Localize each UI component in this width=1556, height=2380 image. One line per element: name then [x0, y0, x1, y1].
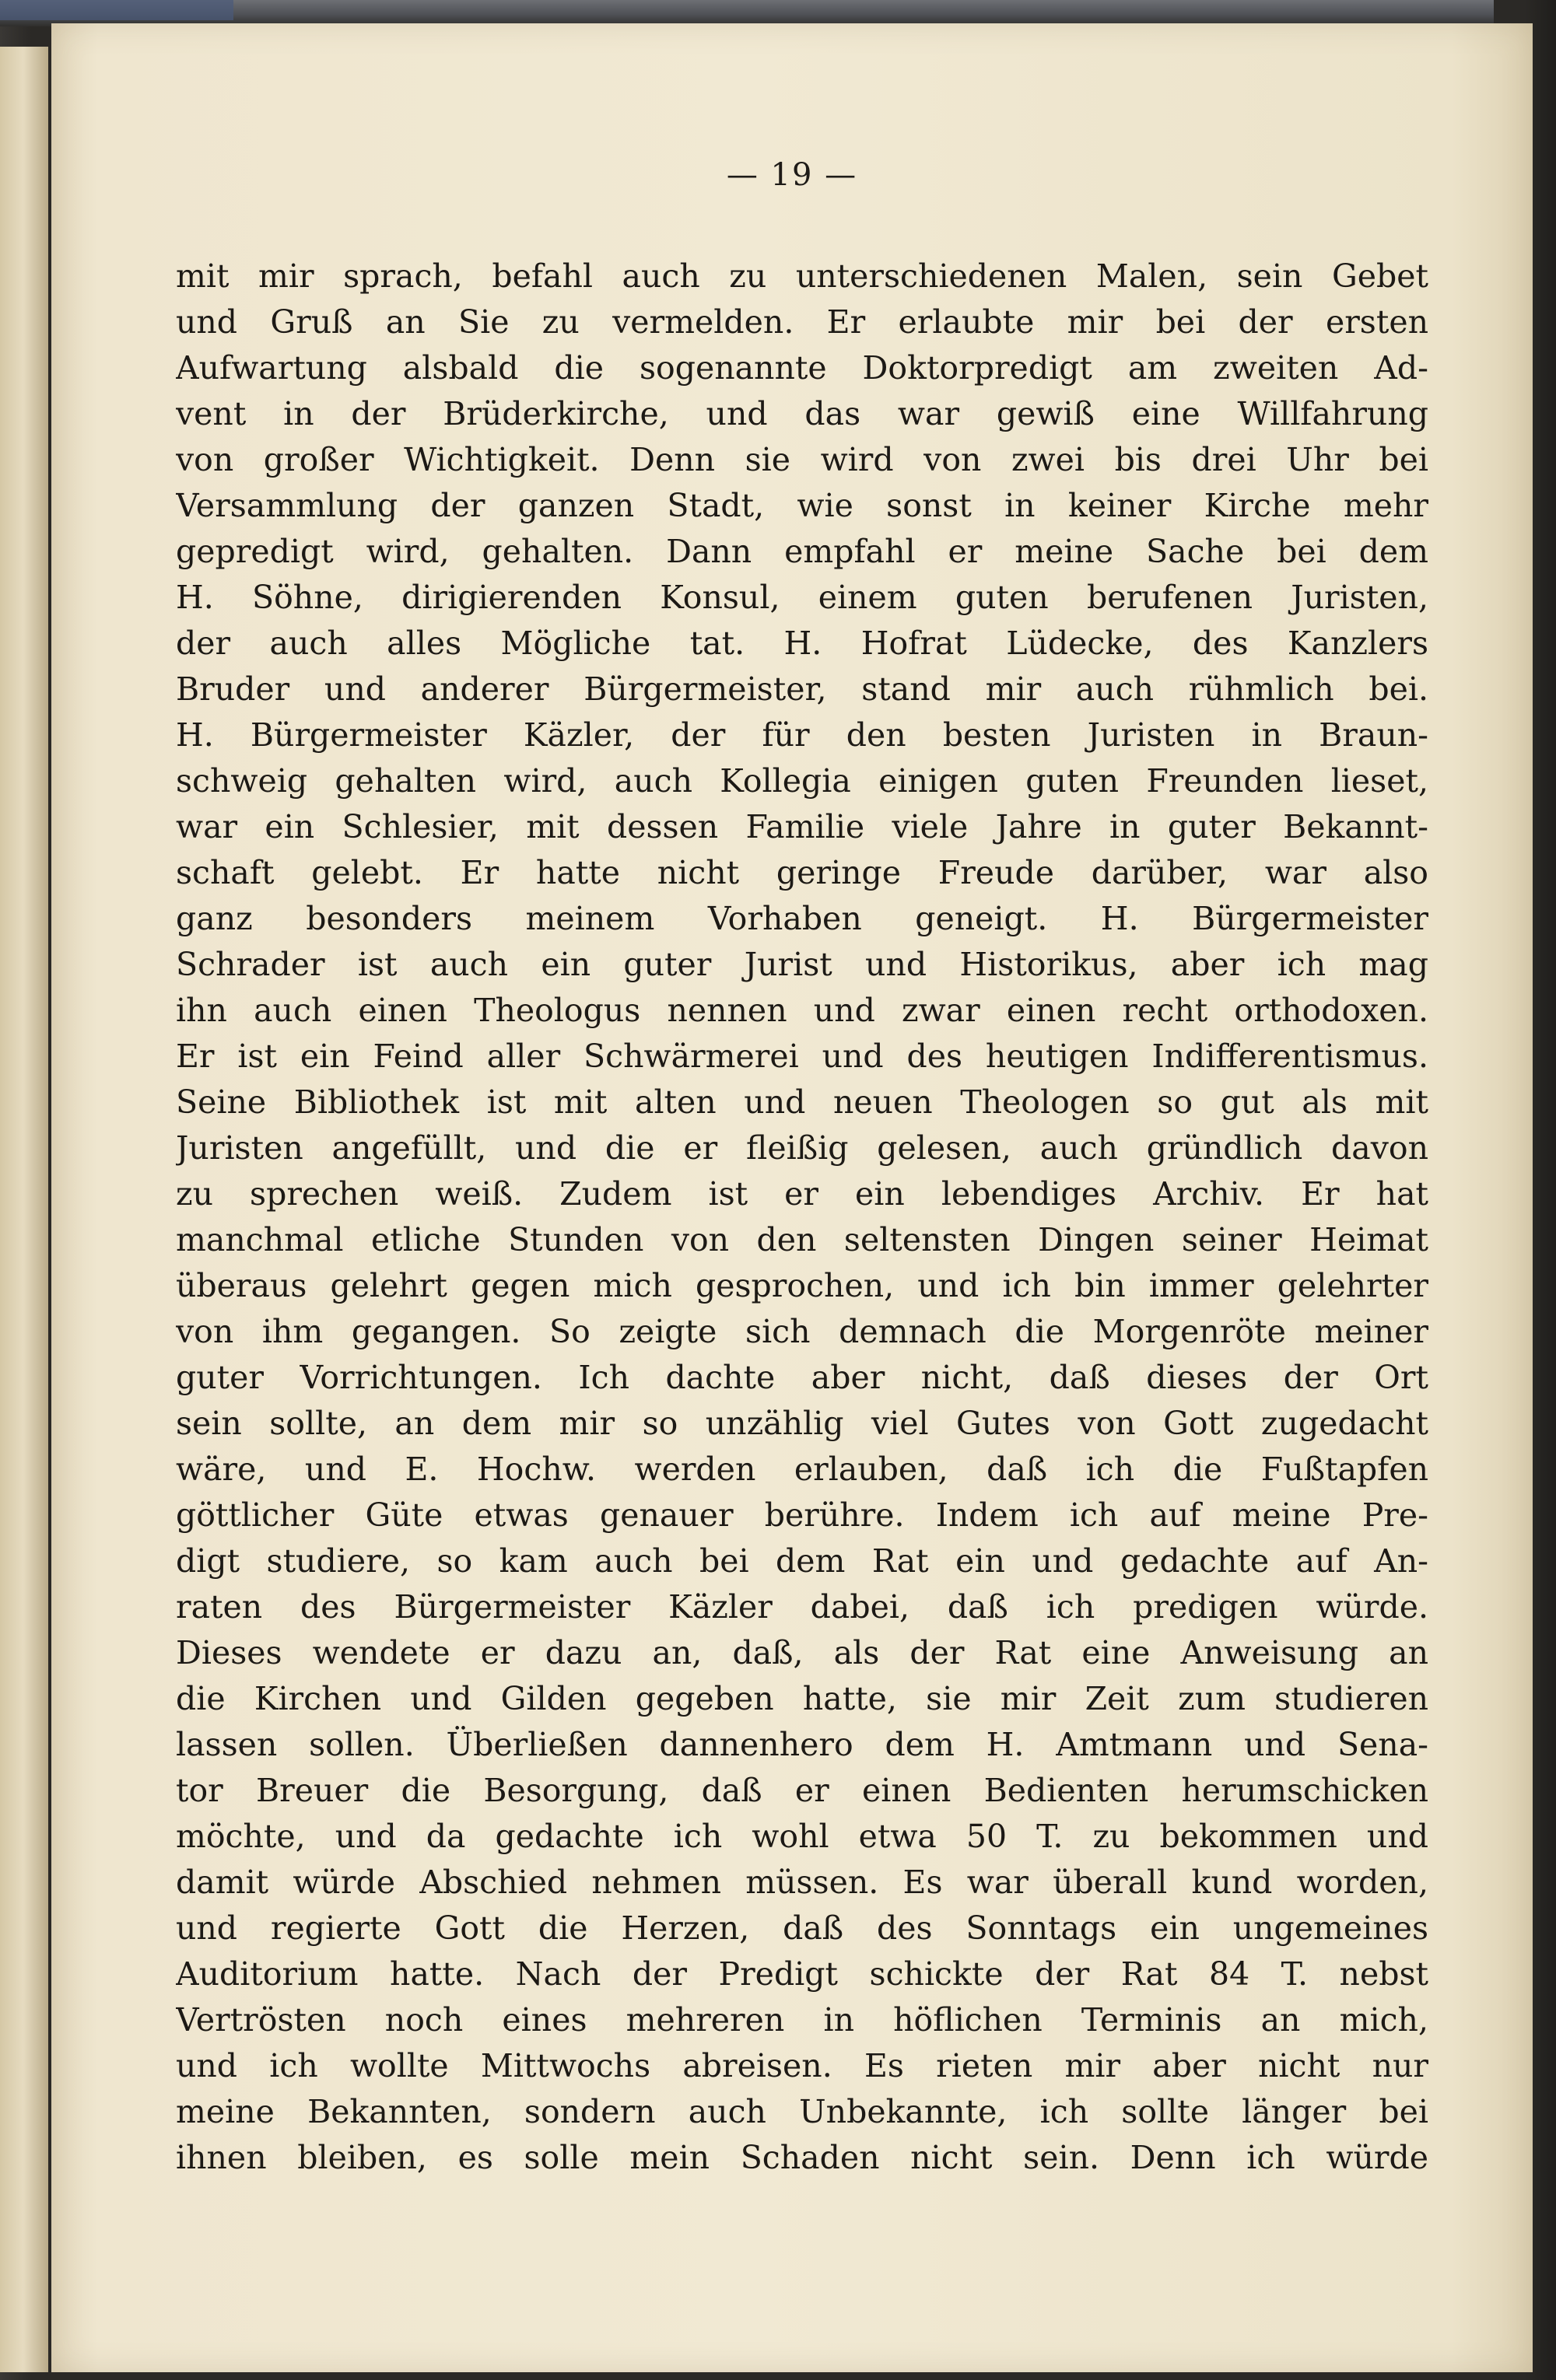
text-line: tor Breuer die Besorgung, daß er einen Bedienten herumschicken [176, 1772, 1428, 1809]
text-line: ihn auch einen Theologus nennen und zwar einen recht orthodoxen. [176, 992, 1428, 1029]
text-line: die Kirchen und Gilden gegeben hatte, sie mir Zeit zum studieren [176, 1680, 1428, 1717]
text-line: war ein Schlesier, mit dessen Familie viele Jahre in guter Bekannt- [176, 808, 1428, 845]
text-line: Versammlung der ganzen Stadt, wie sonst in keiner Kirche mehr [176, 487, 1428, 524]
text-line: schweig gehalten wird, auch Kollegia einigen guten Freunden lieset, [176, 762, 1428, 800]
text-line: göttlicher Güte etwas genauer berühre. Indem ich auf meine Pre- [176, 1496, 1428, 1534]
text-line: H. Söhne, dirigierenden Konsul, einem guten berufenen Juristen, [176, 579, 1428, 616]
text-line: damit würde Abschied nehmen müssen. Es war überall kund worden, [176, 1864, 1428, 1901]
text-line: und Gruß an Sie zu vermelden. Er erlaubte mir bei der ersten [176, 303, 1428, 341]
text-line: möchte, und da gedachte ich wohl etwa 50 T. zu bekommen und [176, 1818, 1428, 1855]
text-line: zu sprechen weiß. Zudem ist er ein lebendiges Archiv. Er hat [176, 1175, 1428, 1213]
text-line: und regierte Gott die Herzen, daß des Sonntags ein ungemeines [176, 1909, 1428, 1947]
text-line: schaft gelebt. Er hatte nicht geringe Freude darüber, war also [176, 854, 1428, 891]
text-line: gepredigt wird, gehalten. Dann empfahl er meine Sache bei dem [176, 533, 1428, 570]
text-line: von großer Wichtigkeit. Denn sie wird von zwei bis drei Uhr bei [176, 441, 1428, 478]
text-line: digt studiere, so kam auch bei dem Rat ein und gedachte auf An- [176, 1542, 1428, 1580]
text-line: Vertrösten noch eines mehreren in höflichen Terminis an mich, [176, 2001, 1428, 2039]
book-page [51, 23, 1533, 2372]
page-number: — 19 — [726, 157, 858, 193]
text-line: Juristen angefüllt, und die er fleißig gelesen, auch gründlich davon [176, 1129, 1428, 1167]
text-line: Schrader ist auch ein guter Jurist und Historikus, aber ich mag [176, 946, 1428, 983]
text-line: überaus gelehrt gegen mich gesprochen, und ich bin immer gelehrter [176, 1267, 1428, 1304]
text-line: ihnen bleiben, es solle mein Schaden nicht sein. Denn ich würde [176, 2139, 1428, 2176]
text-line: wäre, und E. Hochw. werden erlauben, daß ich die Fußtapfen [176, 1451, 1428, 1488]
text-line: Bruder und anderer Bürgermeister, stand mir auch rühmlich bei. [176, 670, 1428, 708]
text-line: raten des Bürgermeister Käzler dabei, daß ich predigen würde. [176, 1588, 1428, 1626]
text-line: Aufwartung alsbald die sogenannte Doktorpredigt am zweiten Ad- [176, 349, 1428, 387]
text-line: Er ist ein Feind aller Schwärmerei und des heutigen Indifferentismus. [176, 1038, 1428, 1075]
text-line: sein sollte, an dem mir so unzählig viel Gutes von Gott zugedacht [176, 1405, 1428, 1442]
body-text [176, 254, 1428, 2181]
text-line: mit mir sprach, befahl auch zu unterschiedenen Malen, sein Gebet [176, 257, 1428, 295]
text-line: Dieses wendete er dazu an, daß, als der Rat eine Anweisung an [176, 1634, 1428, 1671]
book-cover-label-strip [0, 0, 233, 20]
text-line: der auch alles Mögliche tat. H. Hofrat Lüdecke, des Kanzlers [176, 625, 1428, 662]
text-line: Seine Bibliothek ist mit alten und neuen Theologen so gut als mit [176, 1083, 1428, 1121]
text-line: manchmal etliche Stunden von den seltensten Dingen seiner Heimat [176, 1221, 1428, 1258]
text-line: lassen sollen. Überließen dannenhero dem H. Amtmann und Sena- [176, 1726, 1428, 1763]
text-line: H. Bürgermeister Käzler, der für den besten Juristen in Braun- [176, 716, 1428, 754]
text-line: Auditorium hatte. Nach der Predigt schickte der Rat 84 T. nebst [176, 1955, 1428, 1993]
text-line: meine Bekannten, sondern auch Unbekannte, ich sollte länger bei [176, 2093, 1428, 2130]
text-line: vent in der Brüderkirche, und das war gewiß eine Willfahrung [176, 395, 1428, 432]
previous-page-edge [0, 47, 48, 2372]
text-line: von ihm gegangen. So zeigte sich demnach die Morgenröte meiner [176, 1313, 1428, 1350]
text-line: und ich wollte Mittwochs abreisen. Es rieten mir aber nicht nur [176, 2047, 1428, 2084]
text-line: guter Vorrichtungen. Ich dachte aber nicht, daß dieses der Ort [176, 1359, 1428, 1396]
text-line: ganz besonders meinem Vorhaben geneigt. H. Bürgermeister [176, 900, 1428, 937]
